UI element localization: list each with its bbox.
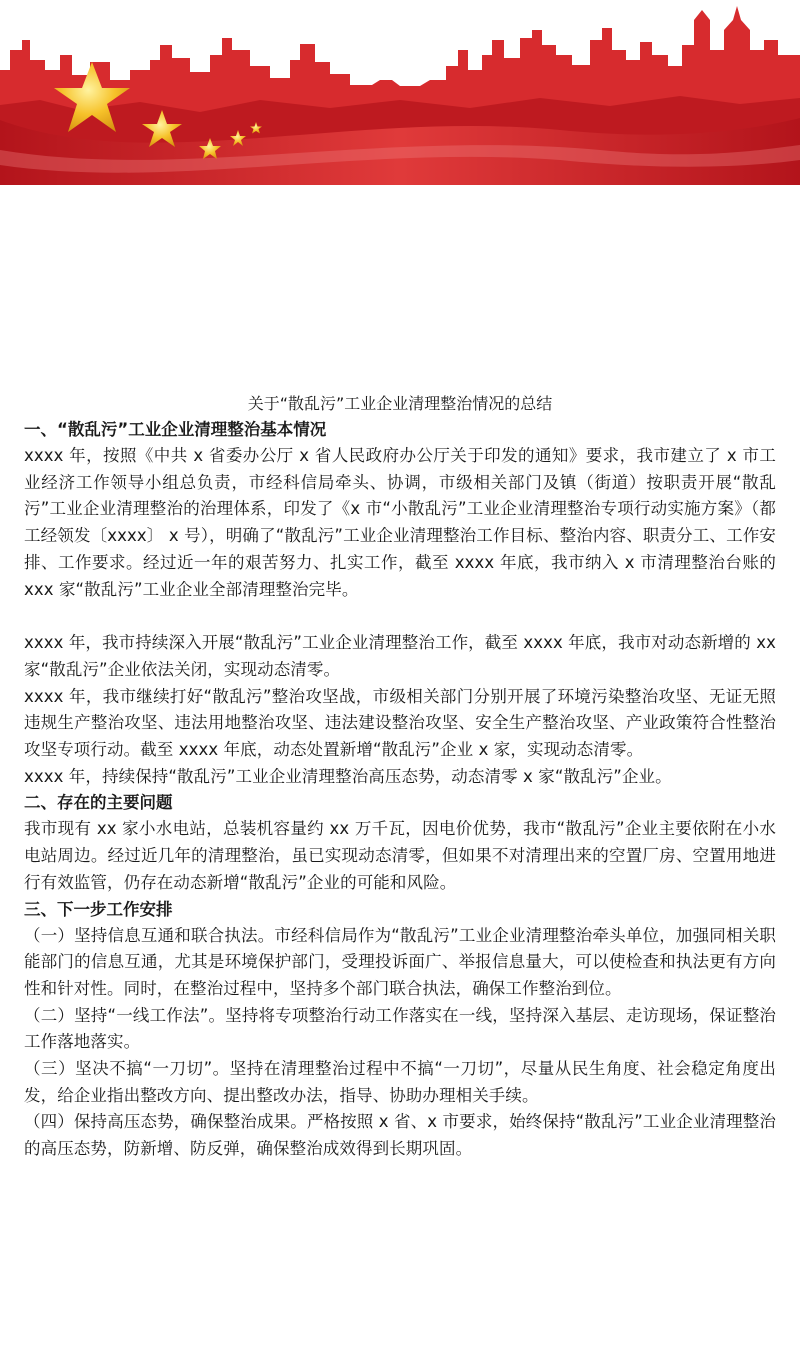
paragraph: xxxx 年，按照《中共 x 省委办公厅 x 省人民政府办公厅关于印发的通知》要求，我市建立了 x 市工业经济工作领导小组总负责，市经科信局牵头、协调，市级相关部门及镇（街道）按职责开展“散乱污”工业企业清理整治的治理体系，印发了《x 市“小散乱污”工业企业清理整治专项行动实施方案》（都工经领发〔xxxx〕 x 号），明确了“散乱污”工业企业清理整治工作目标、整治内容、职责分工、工作安排、工作要求。经过近一年的艰苦努力、扎实工作，截至 xxxx 年底，我市纳入 x 市清理整治台账的 xxx 家“散乱污”工业企业全部清理整治完毕。 [24, 446, 776, 599]
section-heading: 三、下一步工作安排 [24, 899, 173, 919]
document-title: 关于“散乱污”工业企业清理整治情况的总结 [247, 394, 553, 413]
paragraph: （四）保持高压态势，确保整治成果。严格按照 x 省、x 市要求，始终保持“散乱污”工业企业清理整治的高压态势，防新增、防反弹，确保整治成效得到长期巩固。 [24, 1112, 776, 1159]
paragraph: （一）坚持信息互通和联合执法。市经科信局作为“散乱污”工业企业清理整治牵头单位，加强同相关职能部门的信息互通，尤其是环境保护部门，受理投诉面广、举报信息量大，可以使检查和执法更有方向性和针对性。同时，在整治过程中，坚持多个部门联合执法，确保工作整治到位。 [24, 925, 776, 998]
header-banner [0, 0, 800, 185]
paragraph: 我市现有 xx 家小水电站，总装机容量约 xx 万千瓦，因电价优势，我市“散乱污”企业主要依附在小水电站周边。经过近几年的清理整治，虽已实现动态清零，但如果不对清理出来的空置厂房、空置用地进行有效监管，仍存在动态新增“散乱污”企业的可能和风险。 [24, 819, 776, 892]
paragraph: xxxx 年，我市继续打好“散乱污”整治攻坚战，市级相关部门分别开展了环境污染整治攻坚、无证无照违规生产整治攻坚、违法用地整治攻坚、违法建设整治攻坚、安全生产整治攻坚、产业政策符合性整治攻坚专项行动。截至 xxxx 年底，动态处置新增“散乱污”企业 x 家，实现动态清零。 [24, 686, 776, 760]
paragraph: xxxx 年，我市持续深入开展“散乱污”工业企业清理整治工作，截至 xxxx 年底，我市对动态新增的 xx 家“散乱污”企业依法关闭，实现动态清零。 [24, 633, 776, 679]
section-heading: 一、“散乱污”工业企业清理整治基本情况 [24, 420, 327, 439]
blank-line [24, 603, 776, 630]
paragraph: （二）坚持“一线工作法”。坚持将专项整治行动工作落实在一线，坚持深入基层、走访现场，保证整治工作落地落实。 [24, 1005, 776, 1052]
paragraph: xxxx 年，持续保持“散乱污”工业企业清理整治高压态势，动态清零 x 家“散乱污”企业。 [24, 766, 672, 786]
document-body [24, 393, 776, 1163]
section-heading: 二、存在的主要问题 [24, 793, 173, 813]
paragraph: （三）坚决不搞“一刀切”。坚持在清理整治过程中不搞“一刀切”，尽量从民生角度、社会稳定角度出发，给企业指出整改方向、提出整改办法，指导、协助办理相关手续。 [24, 1059, 776, 1105]
